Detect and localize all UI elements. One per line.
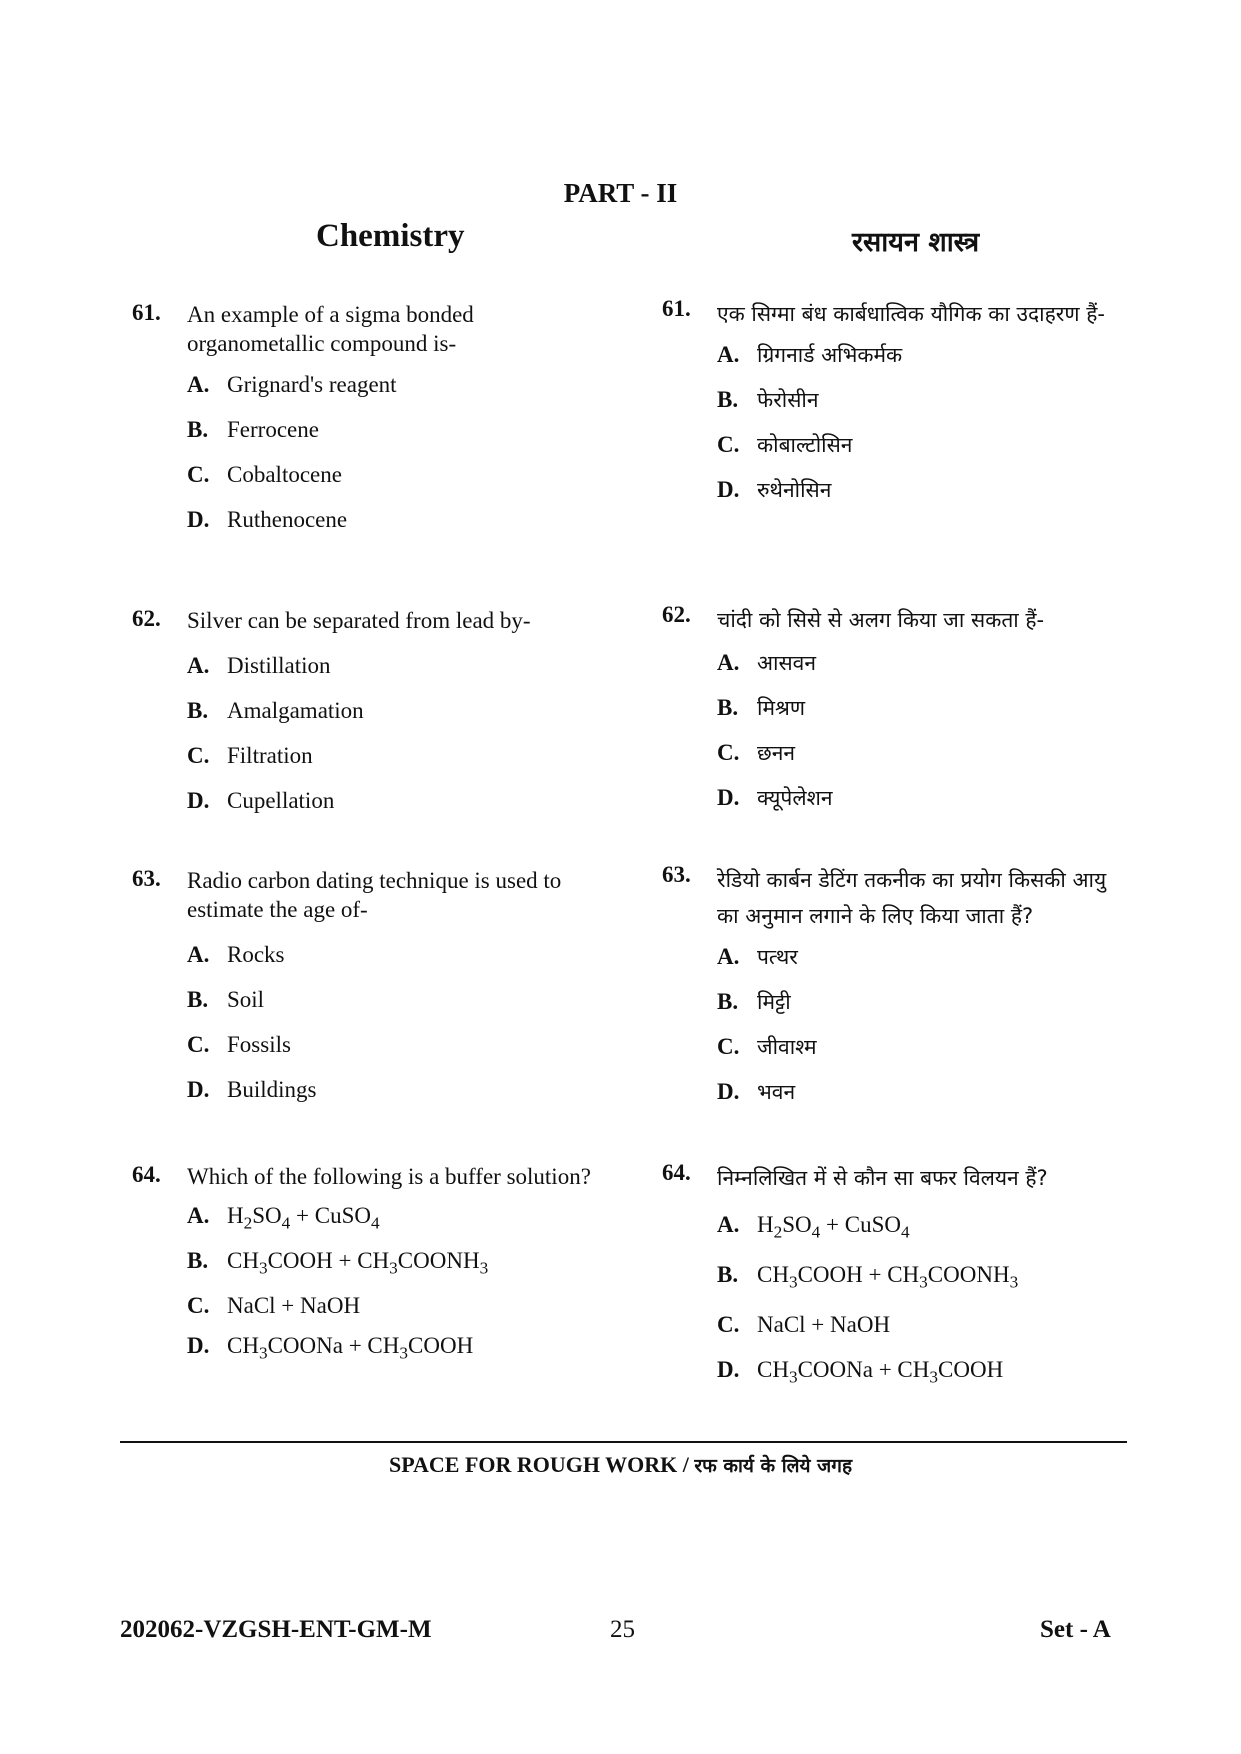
question-61-hi bbox=[662, 296, 1132, 520]
option-d: D. $CH_3COONa$ + $CH_3COOH$ bbox=[187, 1333, 474, 1363]
option-b: B. Ferrocene bbox=[187, 417, 319, 442]
formula: $CH_3COOH$ + $CH_3COONH_3$ bbox=[227, 1248, 489, 1278]
question-61-en bbox=[132, 300, 602, 550]
question-text: Radio carbon dating technique is used to estimate the age of- bbox=[187, 868, 562, 922]
rough-work-label: SPACE FOR ROUGH WORK / रफ कार्य के लिये जगह bbox=[388, 1452, 853, 1477]
option-a: A. Rocks bbox=[187, 942, 285, 967]
question-number: 63. bbox=[662, 862, 691, 887]
section-title-hindi: रसायन शास्त्र bbox=[852, 227, 980, 258]
option-b: B. $CH_3COOH$ + $CH_3COONH_3$ bbox=[187, 1248, 489, 1278]
question-63-en bbox=[132, 866, 602, 1120]
question-number: 61. bbox=[132, 300, 161, 325]
formula: $CH_3COOH$ + $CH_3COONH_3$ bbox=[757, 1262, 1019, 1292]
option-d: D. $CH_3COONa$ + $CH_3COOH$ bbox=[717, 1357, 1004, 1387]
option-a: A. Distillation bbox=[187, 653, 331, 678]
option-b: B. मिश्रण bbox=[717, 695, 806, 720]
part-heading: PART - II bbox=[563, 178, 678, 208]
question-text: चांदी को सिसे से अलग किया जा सकता हैं- bbox=[717, 608, 1045, 632]
option-c: C. जीवाश्म bbox=[717, 1034, 817, 1059]
question-text: Silver can be separated from lead by- bbox=[187, 608, 531, 633]
question-number: 64. bbox=[662, 1160, 691, 1185]
option-c: C. Fossils bbox=[187, 1032, 291, 1057]
option-b: B. मिट्टी bbox=[717, 989, 791, 1014]
option-b: B. $CH_3COOH$ + $CH_3COONH_3$ bbox=[717, 1262, 1019, 1292]
option-c: C. छनन bbox=[717, 740, 796, 765]
option-a: A. ग्रिगनार्ड अभिकर्मक bbox=[717, 342, 903, 367]
horizontal-rule bbox=[120, 1441, 1127, 1443]
option-a: A. $H_2SO_4$ + CuSO$_4$ bbox=[187, 1203, 380, 1233]
question-number: 62. bbox=[662, 602, 691, 627]
formula: $CH_3COONa$ + $CH_3COOH$ bbox=[757, 1357, 1004, 1387]
option-c: C. कोबाल्टोसिन bbox=[717, 432, 853, 457]
question-63-hi bbox=[662, 862, 1132, 1122]
option-c: C. Cobaltocene bbox=[187, 462, 342, 487]
question-number: 62. bbox=[132, 606, 161, 631]
paper-code: 202062-VZGSH-ENT-GM-M bbox=[120, 1616, 432, 1643]
formula: NaCl + NaOH bbox=[757, 1312, 891, 1337]
question-number: 64. bbox=[132, 1162, 161, 1187]
section-title-english: Chemistry bbox=[316, 218, 465, 254]
question-text: Which of the following is a buffer solution? bbox=[187, 1164, 591, 1189]
question-text: An example of a sigma bonded organometallic compound is- bbox=[187, 302, 474, 356]
option-a: A. पत्थर bbox=[717, 944, 798, 969]
question-text: रेडियो कार्बन डेटिंग तकनीक का प्रयोग किसकी आयु का अनुमान लगाने के लिए किया जाता हैं? bbox=[717, 868, 1107, 928]
formula: $CH_3COONa$ + $CH_3COOH$ bbox=[227, 1333, 474, 1363]
option-b: B. Soil bbox=[187, 987, 265, 1012]
option-d: D. Ruthenocene bbox=[187, 507, 348, 532]
formula: $H_2SO_4$ + CuSO$_4$ bbox=[227, 1203, 380, 1233]
formula: $H_2SO_4$ + CuSO$_4$ bbox=[757, 1212, 910, 1242]
question-64-hi bbox=[662, 1160, 1132, 1400]
option-c: C. Filtration bbox=[187, 743, 313, 768]
question-text: एक सिग्मा बंध कार्बधात्विक यौगिक का उदाहरण हैं- bbox=[717, 302, 1105, 326]
question-62-en bbox=[132, 606, 602, 831]
option-d: D. क्यूपेलेशन bbox=[717, 785, 833, 810]
option-a: A. $H_2SO_4$ + CuSO$_4$ bbox=[717, 1212, 910, 1242]
set-label: Set - A bbox=[1040, 1616, 1111, 1643]
option-c: C. NaCl + NaOH bbox=[187, 1293, 361, 1318]
question-62-hi bbox=[662, 602, 1132, 828]
question-number: 61. bbox=[662, 296, 691, 321]
option-b: B. Amalgamation bbox=[187, 698, 364, 723]
option-d: D. रुथेनोसिन bbox=[717, 477, 832, 502]
question-64-en bbox=[132, 1162, 602, 1371]
option-c: C. NaCl + NaOH bbox=[717, 1312, 891, 1337]
option-b: B. फेरोसीन bbox=[717, 387, 819, 412]
option-d: D. भवन bbox=[717, 1079, 796, 1104]
question-text: निम्नलिखित में से कौन सा बफर विलयन हैं? bbox=[717, 1166, 1048, 1190]
option-d: D. Buildings bbox=[187, 1077, 317, 1102]
question-number: 63. bbox=[132, 866, 161, 891]
page-number: 25 bbox=[610, 1616, 635, 1643]
option-a: A. Grignard's reagent bbox=[187, 372, 397, 397]
option-a: A. आसवन bbox=[717, 650, 816, 675]
option-d: D. Cupellation bbox=[187, 788, 335, 813]
formula: NaCl + NaOH bbox=[227, 1293, 361, 1318]
